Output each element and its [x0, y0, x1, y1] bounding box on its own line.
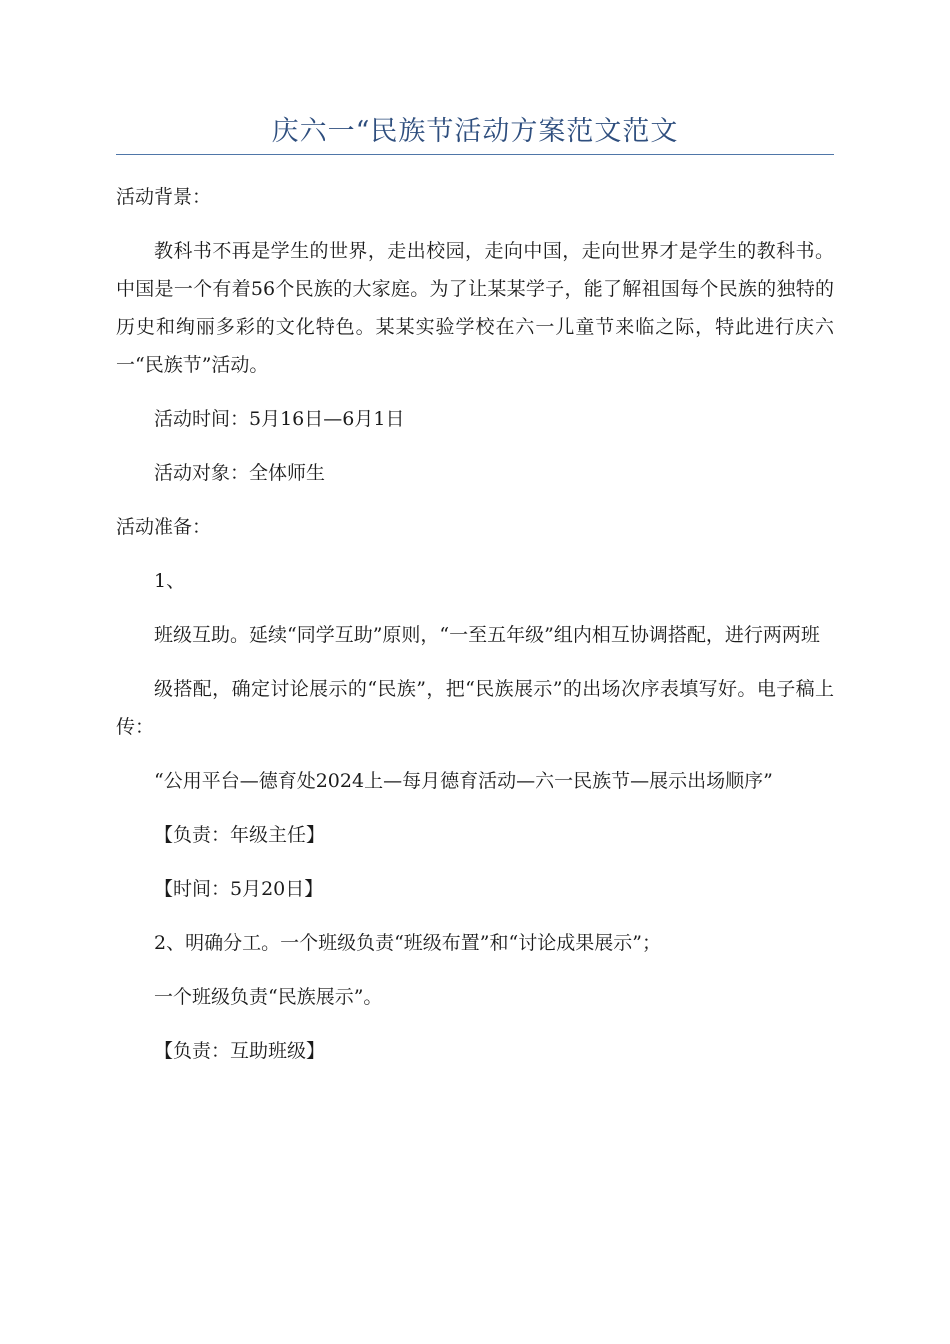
paragraph-class-mutual-help: 班级互助。延续“同学互助”原则，“一至五年级”组内相互协调搭配，进行两两班	[154, 624, 820, 646]
paragraph-responsible-grade-head: 【负责：年级主任】	[154, 824, 326, 846]
title-underline	[116, 154, 834, 155]
paragraph-deadline: 【时间：5月20日】	[154, 878, 324, 900]
paragraph-preparation-heading: 活动准备：	[116, 516, 212, 538]
paragraph-responsible-classes: 【负责：互助班级】	[154, 1040, 326, 1062]
paragraph-upload-path: “公用平台—德育处2024上—每月德育活动—六一民族节—展示出场顺序”	[154, 770, 773, 792]
paragraph-ethnic-display: 一个班级负责“民族展示”。	[154, 986, 383, 1008]
paragraph-background-heading: 活动背景：	[116, 186, 212, 208]
document-body	[116, 178, 834, 1086]
paragraph-activity-target: 活动对象：全体师生	[154, 462, 326, 484]
paragraph-item-2-division: 2、明确分工。一个班级负责“班级布置”和“讨论成果展示”；	[154, 932, 661, 954]
paragraph-class-pairing: 级搭配，确定讨论展示的“民族”，把“民族展示”的出场次序表填写好。电子稿上传：	[116, 678, 834, 738]
paragraph-item-1-number: 1、	[154, 570, 186, 592]
paragraph-activity-time: 活动时间：5月16日—6月1日	[154, 408, 405, 430]
document-title: 庆六一“民族节活动方案范文范文	[271, 116, 679, 147]
paragraph-background-text: 教科书不再是学生的世界，走出校园，走向中国，走向世界才是学生的教科书。中国是一个有着56个民族的大家庭。为了让某某学子，能了解祖国每个民族的独特的历史和绚丽多彩的文化特色。某某实验学校在六一儿童节来临之际，特此进行庆六一“民族节”活动。	[116, 240, 834, 376]
